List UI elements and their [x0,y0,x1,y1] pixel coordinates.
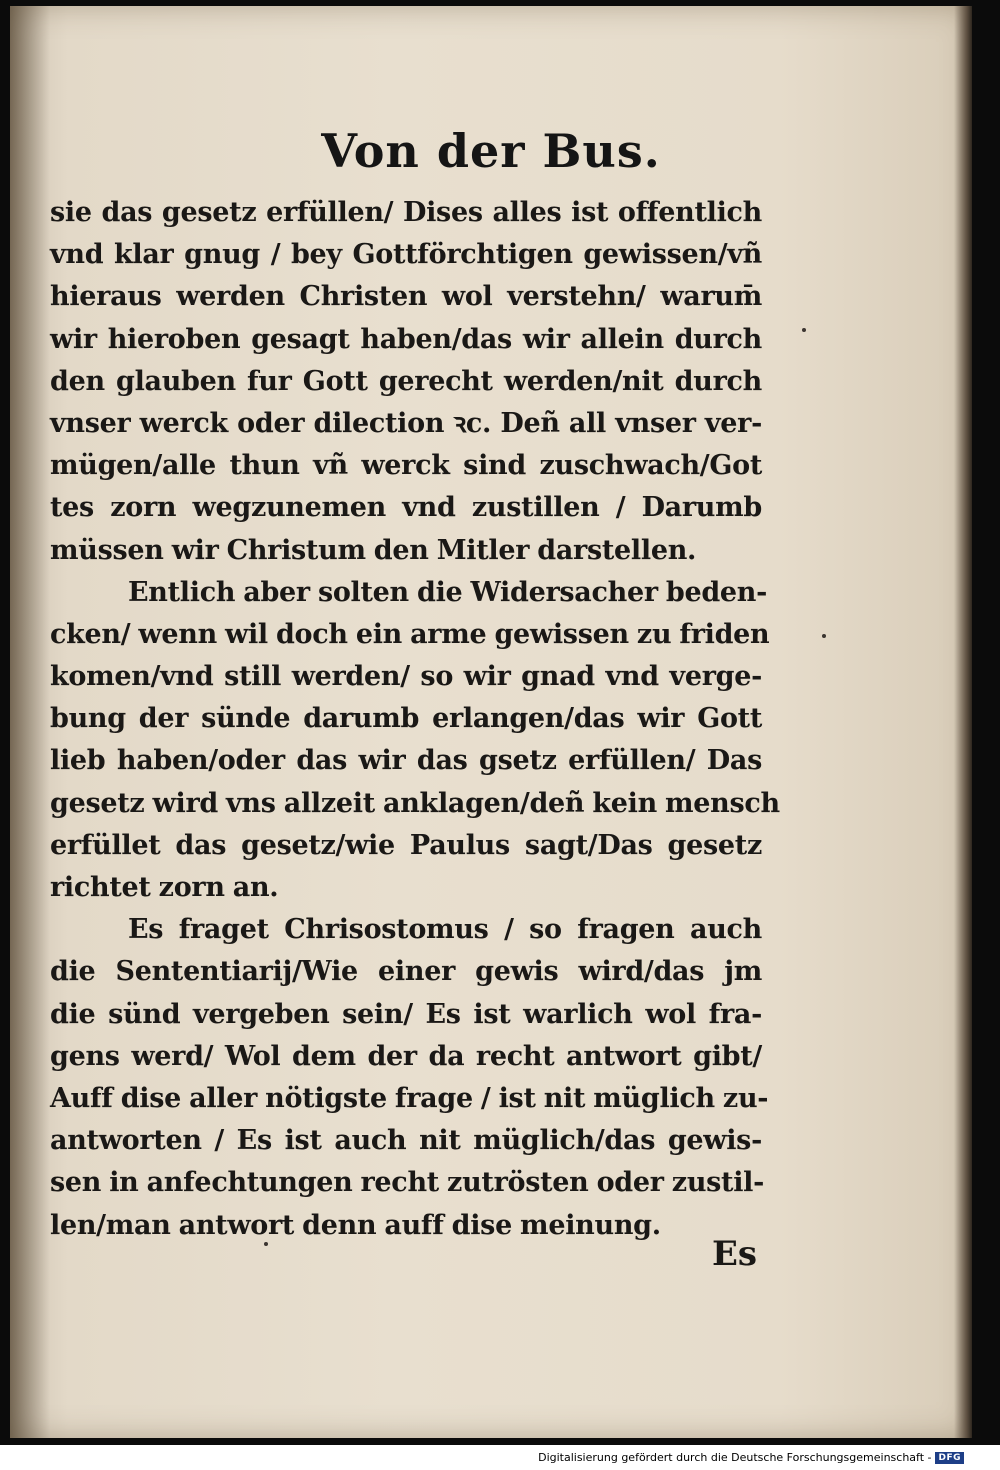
spine-shadow [10,6,50,1438]
dfg-logo: DFG [935,1452,964,1464]
text-line: gens werd/ Wol dem der da recht antwort gibt/ [50,1040,762,1072]
text-line: hieraus werden Christen wol verstehn/ warum̄ [50,281,762,313]
paragraph-start-line: Entlich aber solten die Widersacher beden- [128,576,768,608]
text-line: komen/vnd still werden/ so wir gnad vnd verge- [50,661,762,693]
page-edge [954,6,972,1438]
text-line: sie das gesetz erfüllen/ Dises alles ist offentlich [50,197,762,228]
text-line: vnser werck oder dilection ꝛc. Deñ all vnser ver- [50,407,762,439]
credit-text: Digitalisierung gefördert durch die Deutsche Forschungsgemeinschaft - [538,1451,932,1464]
text-line: mügen/alle thun vñ werck sind zuschwach/Got [50,450,762,482]
text-line: sen in anfechtungen recht zutrösten oder zustil- [50,1167,765,1199]
text-line: antworten / Es ist auch nit müglich/das gewis- [50,1125,762,1157]
text-line: die Sententiarij/Wie einer gewis wird/das jm [50,956,762,988]
text-line: len/man antwort denn auff dise meinung. [50,1209,661,1241]
text-line: müssen wir Christum den Mitler darstellen. [50,534,697,566]
text-line: tes zorn wegzunemen vnd zustillen / Darumb [50,492,762,524]
text-line: lieb haben/oder das wir das gsetz erfüllen/ Das [50,745,762,777]
text-line: vnd klar gnug / bey Gottförchtigen gewissen/vñ [50,239,762,271]
text-line: bung der sünde darumb erlangen/das wir Gott [50,703,762,735]
body-text [50,192,780,1247]
catchword: Es [712,1234,758,1274]
text-line: die sünd vergeben sein/ Es ist warlich wol fra- [50,998,762,1030]
text-line: wir hieroben gesagt haben/das wir allein durch [50,323,762,355]
text-line: cken/ wenn wil doch ein arme gewissen zu friden [50,618,770,650]
text-line: den glauben fur Gott gerecht werden/nit durch [50,365,762,397]
text-line: Auff dise aller nötigste frage / ist nit müglich zu- [50,1082,769,1114]
running-head: Von der Bus. [321,124,661,178]
paper-speck [264,1242,268,1246]
text-line: richtet zorn an. [50,872,279,903]
book-page [10,6,972,1438]
digitization-credit [538,1450,964,1466]
paper-speck [822,634,826,638]
paragraph-start-line: Es fraget Chrisostomus / so fragen auch [128,914,762,946]
paper-speck [802,328,806,332]
text-line: gesetz wird vns allzeit anklagen/deñ kein mensch [50,787,780,819]
text-line: erfüllet das gesetz/wie Paulus sagt/Das gesetz [50,829,762,861]
